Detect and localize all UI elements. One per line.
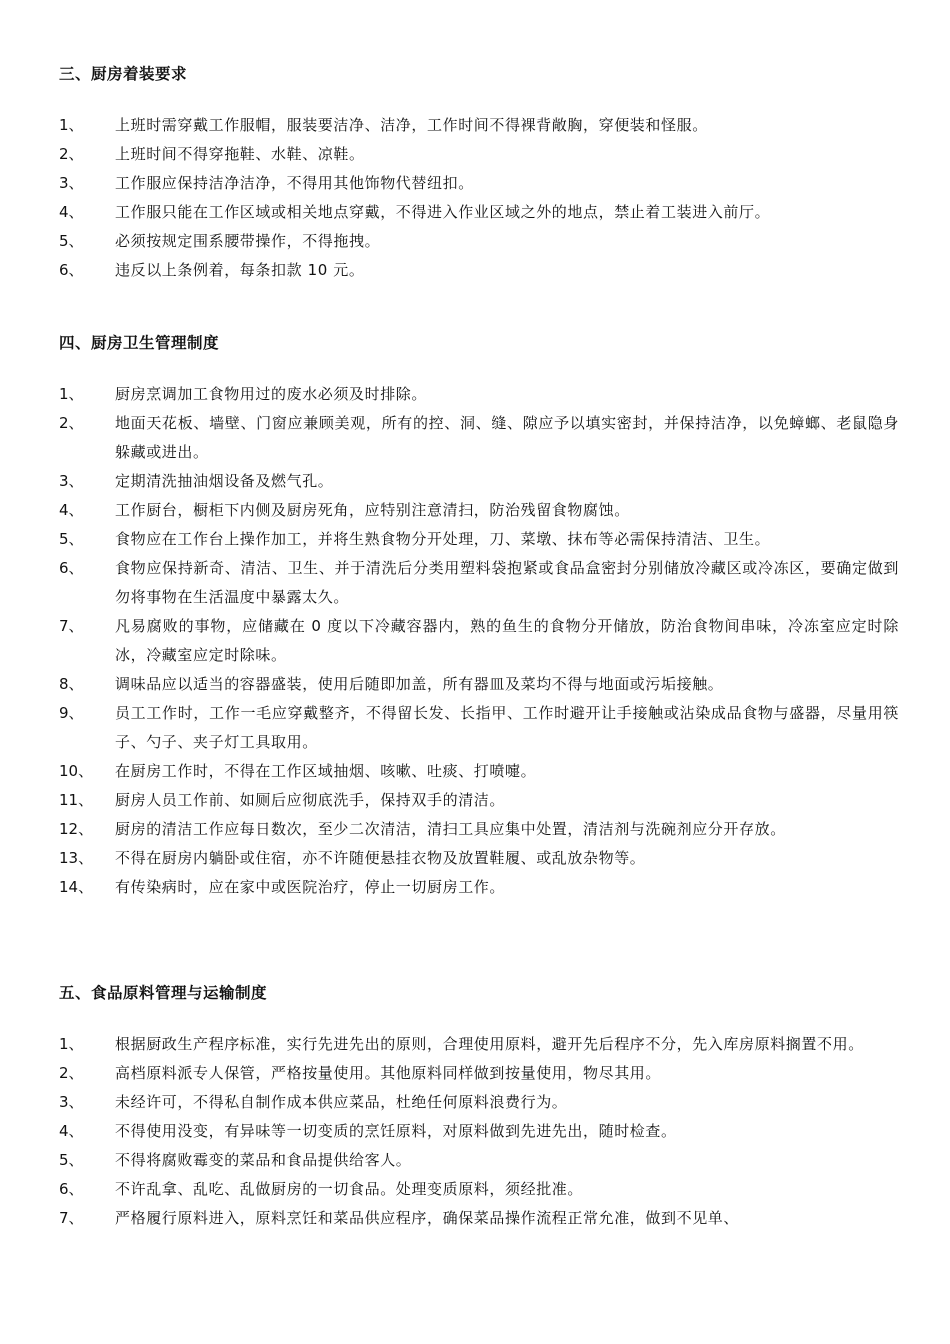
- item-text: 工作服应保持洁净洁净，不得用其他饰物代替纽扣。: [115, 174, 474, 192]
- list-item: [59, 873, 899, 902]
- item-text: 违反以上条例着，每条扣款 10 元。: [115, 261, 365, 279]
- item-number: 1、: [59, 116, 84, 134]
- list-item: [59, 786, 899, 815]
- list-item: [59, 111, 899, 140]
- item-number: 11、: [59, 791, 94, 809]
- list-item: [59, 227, 899, 256]
- item-text: 在厨房工作时，不得在工作区域抽烟、咳嗽、吐痰、打喷嚏。: [115, 762, 537, 780]
- list-item: [59, 380, 899, 409]
- list-item: [59, 256, 899, 285]
- section-dress-code: [59, 64, 899, 285]
- item-text: 根据厨政生产程序标准，实行先进先出的原则，合理使用原料，避开先后程序不分，先入库房原料搁置不用。: [115, 1035, 864, 1053]
- section-heading: 五、食品原料管理与运输制度: [59, 984, 268, 1002]
- list-item: [59, 844, 899, 873]
- item-text: 有传染病时，应在家中或医院治疗，停止一切厨房工作。: [115, 878, 506, 896]
- item-number: 3、: [59, 472, 84, 490]
- item-text: 不得使用没变，有异味等一切变质的烹饪原料，对原料做到先进先出，随时检查。: [115, 1122, 677, 1140]
- item-text: 厨房的清洁工作应每日数次，至少二次清洁，清扫工具应集中处置，清洁剂与洗碗剂应分开存放。: [115, 820, 786, 838]
- item-number: 12、: [59, 820, 94, 838]
- item-number: 13、: [59, 849, 94, 867]
- section-heading: 三、厨房着装要求: [59, 65, 188, 83]
- list-item: [59, 1175, 899, 1204]
- list-item: [59, 815, 899, 844]
- list-item: [59, 198, 899, 227]
- item-text: 工作厨台，橱柜下内侧及厨房死角，应特别注意清扫，防治残留食物腐蚀。: [115, 501, 630, 519]
- item-text: 员工工作时，工作一毛应穿戴整齐，不得留长发、长指甲、工作时避开让手接触或沾染成品食物与盛器，尽量用筷子、勺子、夹子灯工具取用。: [115, 704, 899, 751]
- item-number: 7、: [59, 1209, 84, 1227]
- item-number: 1、: [59, 1035, 84, 1053]
- list-item: [59, 612, 899, 670]
- item-number: 5、: [59, 530, 84, 548]
- item-number: 2、: [59, 1064, 84, 1082]
- item-number: 8、: [59, 675, 84, 693]
- item-text: 定期清洗抽油烟设备及燃气孔。: [115, 472, 334, 490]
- item-number: 4、: [59, 203, 84, 221]
- list-item: [59, 525, 899, 554]
- list-item: [59, 1059, 899, 1088]
- item-text: 不得在厨房内躺卧或住宿，亦不许随便悬挂衣物及放置鞋履、或乱放杂物等。: [115, 849, 646, 867]
- item-list: [59, 1030, 899, 1233]
- list-item: [59, 140, 899, 169]
- item-text: 地面天花板、墙壁、门窗应兼顾美观，所有的控、洞、缝、隙应予以填实密封，并保持洁净，以免蟑螂、老鼠隐身躲藏或进出。: [115, 414, 899, 461]
- item-list: [59, 111, 899, 285]
- item-number: 9、: [59, 704, 84, 722]
- item-text: 上班时需穿戴工作服帽，服装要洁净、洁净，工作时间不得裸背敞胸，穿便装和怪服。: [115, 116, 708, 134]
- item-text: 严格履行原料进入，原料烹饪和菜品供应程序，确保菜品操作流程正常允准，做到不见单、: [115, 1209, 740, 1227]
- item-text: 未经许可，不得私自制作成本供应菜品，杜绝任何原料浪费行为。: [115, 1093, 568, 1111]
- item-number: 6、: [59, 559, 84, 577]
- item-number: 7、: [59, 617, 84, 635]
- item-list: [59, 380, 899, 902]
- item-number: 10、: [59, 762, 94, 780]
- item-number: 14、: [59, 878, 94, 896]
- item-text: 凡易腐败的事物，应储藏在 0 度以下冷藏容器内，熟的鱼生的食物分开储放，防治食物间串味，冷冻室应定时除冰，冷藏室应定时除味。: [115, 617, 899, 664]
- item-text: 厨房人员工作前、如厕后应彻底洗手，保持双手的清洁。: [115, 791, 506, 809]
- section-ingredient-management: [59, 983, 899, 1233]
- item-number: 2、: [59, 414, 84, 432]
- item-number: 6、: [59, 261, 84, 279]
- list-item: [59, 1030, 899, 1059]
- item-text: 不得将腐败霉变的菜品和食品提供给客人。: [115, 1151, 412, 1169]
- item-number: 3、: [59, 1093, 84, 1111]
- item-number: 4、: [59, 501, 84, 519]
- item-number: 5、: [59, 1151, 84, 1169]
- item-text: 不许乱拿、乱吃、乱做厨房的一切食品。处理变质原料，须经批准。: [115, 1180, 584, 1198]
- list-item: [59, 1088, 899, 1117]
- item-text: 厨房烹调加工食物用过的废水必须及时排除。: [115, 385, 428, 403]
- section-hygiene-rules: [59, 333, 899, 902]
- item-text: 食物应在工作台上操作加工，并将生熟食物分开处理，刀、菜墩、抹布等必需保持清洁、卫生。: [115, 530, 771, 548]
- list-item: [59, 1117, 899, 1146]
- item-number: 5、: [59, 232, 84, 250]
- list-item: [59, 670, 899, 699]
- list-item: [59, 554, 899, 612]
- list-item: [59, 409, 899, 467]
- list-item: [59, 1146, 899, 1175]
- item-number: 6、: [59, 1180, 84, 1198]
- list-item: [59, 1204, 899, 1233]
- item-text: 工作服只能在工作区域或相关地点穿戴，不得进入作业区域之外的地点，禁止着工装进入前厅。: [115, 203, 771, 221]
- item-text: 必须按规定围系腰带操作，不得拖拽。: [115, 232, 381, 250]
- item-text: 食物应保持新奇、清洁、卫生、并于清洗后分类用塑料袋抱紧或食品盒密封分别储放冷藏区或冷冻区，要确定做到勿将事物在生活温度中暴露太久。: [115, 559, 899, 606]
- item-number: 1、: [59, 385, 84, 403]
- list-item: [59, 169, 899, 198]
- list-item: [59, 467, 899, 496]
- item-text: 调味品应以适当的容器盛装，使用后随即加盖，所有器皿及菜均不得与地面或污垢接触。: [115, 675, 724, 693]
- section-heading: 四、厨房卫生管理制度: [59, 334, 220, 352]
- item-text: 上班时间不得穿拖鞋、水鞋、凉鞋。: [115, 145, 365, 163]
- item-number: 2、: [59, 145, 84, 163]
- item-text: 高档原料派专人保管，严格按量使用。其他原料同样做到按量使用，物尽其用。: [115, 1064, 662, 1082]
- list-item: [59, 757, 899, 786]
- item-number: 3、: [59, 174, 84, 192]
- list-item: [59, 496, 899, 525]
- item-number: 4、: [59, 1122, 84, 1140]
- list-item: [59, 699, 899, 757]
